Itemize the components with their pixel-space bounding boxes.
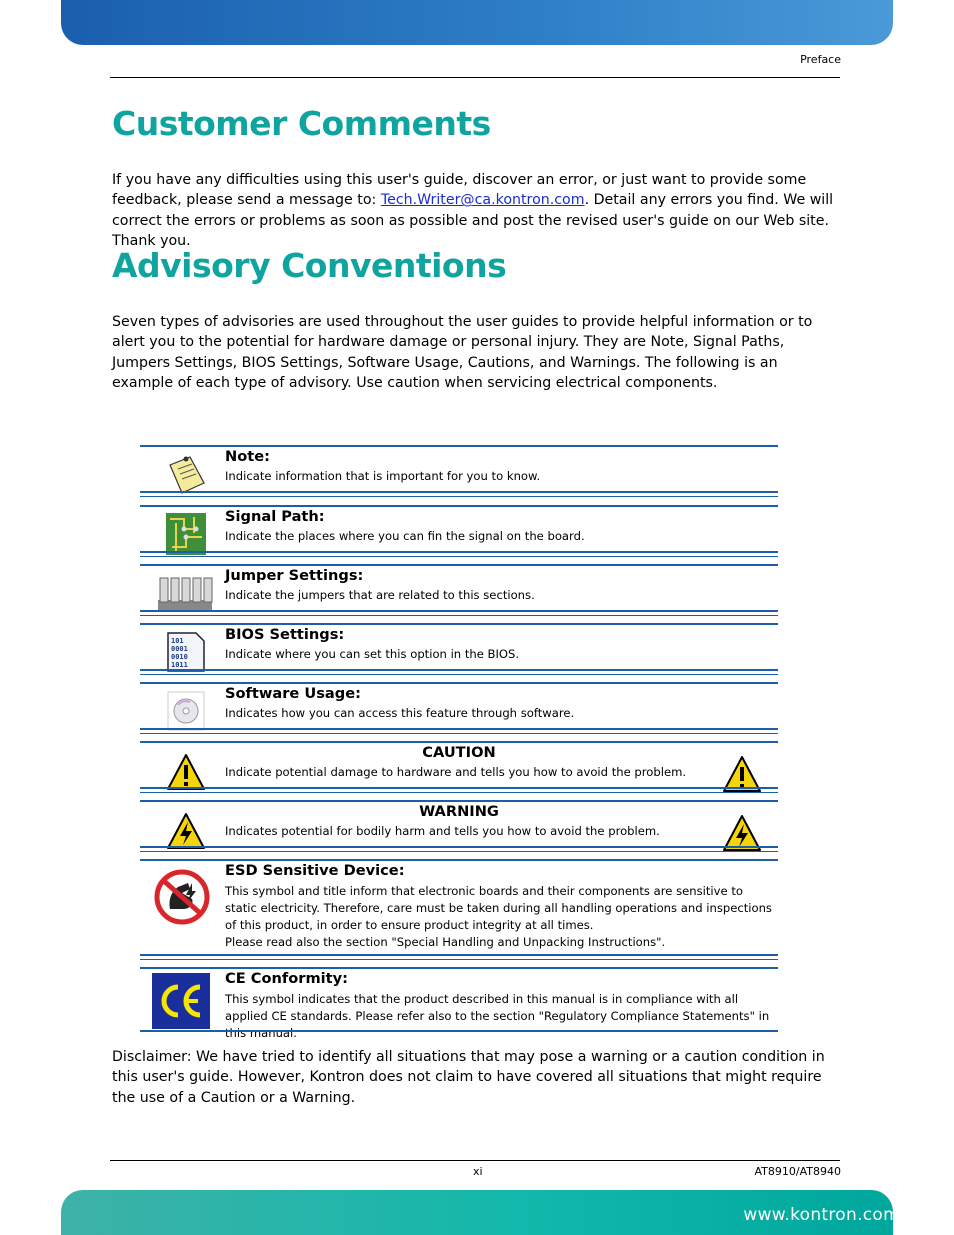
header-banner [61, 0, 893, 45]
rule [140, 623, 778, 625]
jumper-icon [156, 572, 214, 614]
advisory-warning [140, 800, 778, 852]
advisory-title: CE Conformity: [225, 970, 348, 987]
footer-rule [110, 1160, 840, 1161]
advisory-text: Indicate where you can set this option in the BIOS. [225, 647, 520, 661]
rule [140, 787, 778, 793]
section-label: Preface [800, 53, 841, 66]
advisory-text: Indicates how you can access this feature through software. [225, 706, 575, 720]
rule [140, 800, 778, 802]
advisory-text: Indicates potential for bodily harm and tells you how to avoid the problem. [225, 824, 660, 838]
advisory-text: This symbol and title inform that electronic boards and their components are sensitive to static electricity. Therefore, care must be taken during all handling operations and inspections of this product, in order to ensure product integrity at all times. [225, 884, 772, 932]
rule [140, 551, 778, 557]
advisory-title: BIOS Settings: [225, 626, 345, 643]
rule [140, 741, 778, 743]
rule [140, 505, 778, 507]
rule [140, 728, 778, 734]
customer-comments-paragraph [112, 170, 842, 252]
ce-mark-icon [152, 973, 210, 1029]
rule [140, 846, 778, 852]
advisory-text: Indicate information that is important for you to know. [225, 469, 541, 483]
advisory-software-usage [140, 682, 778, 734]
email-link[interactable]: Tech.Writer@ca.kontron.com [380, 192, 585, 209]
comments-text-end: . Detail any errors you find. We will correct the errors or problems as soon as possible and post the revised user's guide on our Web site. Thank you. [112, 192, 834, 250]
comments-text-start: If you have any difficulties using this user's guide, discover an error, or just want to provide some feedback, please send a message to: [112, 172, 807, 209]
svg-text:0010: 0010 [171, 653, 188, 661]
note-icon [166, 453, 206, 495]
svg-text:1011: 1011 [171, 661, 188, 669]
advisory-title: Software Usage: [225, 685, 361, 702]
advisory-text: Indicate the jumpers that are related to this sections. [225, 588, 535, 602]
rule [140, 669, 778, 675]
rule [140, 445, 778, 447]
advisory-jumper-settings [140, 564, 778, 616]
rule [140, 682, 778, 684]
advisory-text-note: Please read also the section "Special Handling and Unpacking Instructions". [225, 935, 666, 949]
document-id: AT8910/AT8940 [754, 1165, 841, 1178]
advisory-esd [140, 859, 778, 960]
rule [140, 610, 778, 616]
svg-text:0001: 0001 [171, 645, 188, 653]
advisory-title: ESD Sensitive Device: [225, 862, 405, 879]
advisory-title: Signal Path: [225, 508, 325, 525]
heading-advisory-conventions: Advisory Conventions [112, 246, 507, 285]
advisory-note [140, 445, 778, 497]
disclaimer-paragraph: Disclaimer: We have tried to identify all situations that may pose a warning or a caution condition in this user's guide. However, Kontron does not claim to have covered all situations that might require the use of a Caution or a Warning. [112, 1049, 825, 1106]
advisory-text: Indicate potential damage to hardware and tells you how to avoid the problem. [225, 765, 687, 779]
rule [140, 954, 778, 960]
page-number: xi [473, 1165, 483, 1178]
website-link[interactable]: www.kontron.com [743, 1205, 900, 1225]
rule [140, 1030, 778, 1033]
advisory-title: Jumper Settings: [225, 567, 364, 584]
rule [140, 564, 778, 566]
advisory-intro-paragraph: Seven types of advisories are used throughout the user guides to provide helpful information or to alert you to the potential for hardware damage or personal injury. They are Note, Signal Paths, Jumpers Settings, BIOS Settings, Software Usage, Cautions, and Warnings. The following is an example of each type of advisory. Use caution when servicing electrical components. [112, 314, 813, 392]
binary-document-icon [166, 631, 206, 673]
advisory-text: This symbol indicates that the product described in this manual is in compliance with all applied CE standards. Please refer also to the section "Regulatory Compliance Statements" in this manual. [225, 992, 770, 1040]
heading-customer-comments: Customer Comments [112, 104, 491, 143]
advisory-title: CAUTION [422, 744, 496, 761]
esd-icon [154, 869, 210, 925]
advisory-caution [140, 741, 778, 793]
rule [140, 491, 778, 497]
advisory-signal-path [140, 505, 778, 557]
rule [140, 967, 778, 969]
header-rule [110, 77, 840, 78]
svg-text:101: 101 [171, 637, 184, 645]
advisory-ce [140, 967, 778, 1040]
advisory-text: Indicate the places where you can fin the signal on the board. [225, 529, 585, 543]
cd-icon [166, 690, 206, 732]
circuit-board-icon [166, 513, 206, 555]
advisory-bios-settings [140, 623, 778, 675]
advisory-title: WARNING [419, 803, 499, 820]
advisory-title: Note: [225, 448, 270, 465]
rule [140, 859, 778, 861]
